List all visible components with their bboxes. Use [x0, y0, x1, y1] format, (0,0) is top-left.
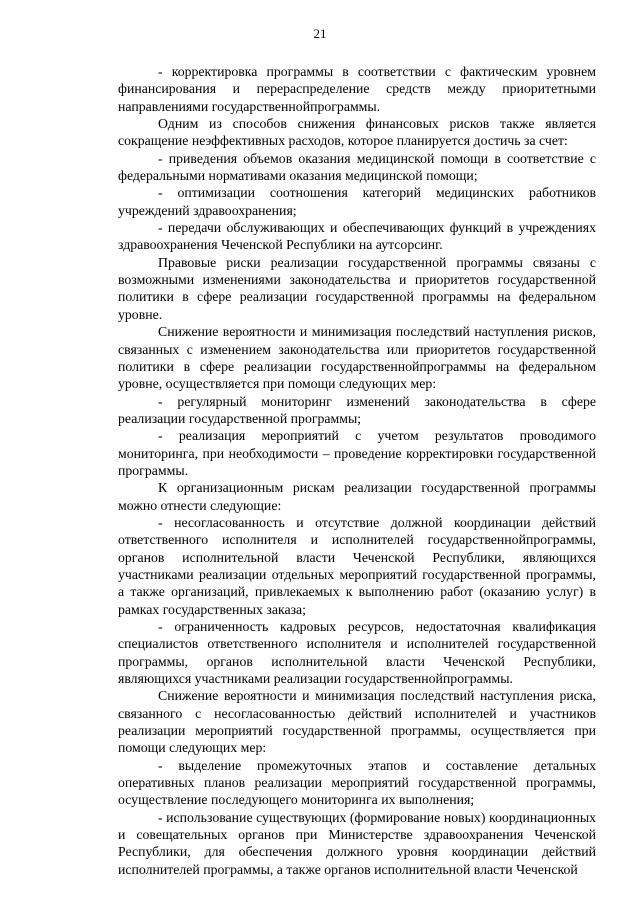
paragraph-outsourcing: - передачи обслуживающих и обеспечивающих функций в учреждениях здравоохранения Чеченской Республики на аутсорсинг.: [118, 220, 596, 253]
paragraph-limited-personnel: - ограниченность кадровых ресурсов, недостаточная квалификация специалистов ответственного исполнителя и исполнителей государственной программы, органов исполнительной власти Чеченской Республики, являющихся участниками реализации государственнойпрограммы.: [118, 619, 596, 687]
paragraph-legal-risks: Правовые риски реализации государственной программы связаны с возможными изменениями законодательства и приоритетов государственной политики в сфере реализации государственной программы на федеральном уровне.: [118, 254, 596, 322]
paragraph-monitoring-results: - реализация мероприятий с учетом результатов проводимого мониторинга, при необходимости – проведение корректировки государственной программы.: [118, 428, 596, 478]
paragraph-program-adjustment: - корректировка программы в соответствии с фактическим уровнем финансирования и перераспределение средств между приоритетными направлениями государственнойпрограммы.: [118, 64, 596, 114]
paragraph-legal-risk-mitigation: Снижение вероятности и минимизация последствий наступления рисков, связанных с изменением законодательства или приоритетов государственной политики в сфере реализации государственнойпрограммы на федеральном уровне, осуществляется при помощи следующих мер:: [118, 324, 596, 392]
paragraph-legislation-monitoring: - регулярный мониторинг изменений законодательства в сфере реализации государственной программы;: [118, 393, 596, 426]
document-body: [118, 63, 596, 878]
paragraph-coordination-bodies: - использование существующих (формирование новых) координационных и совещательных органов при Министерстве здравоохранения Чеченской Республики, для обеспечения должного уровня координации действий исполнителей программы, а также органов исполнительной власти Чеченской: [118, 809, 596, 877]
paragraph-intermediate-stages: - выделение промежуточных этапов и составление детальных оперативных планов реализации мероприятий государственной программы, осуществление последующего мониторинга их выполнения;: [118, 757, 596, 808]
page-number: 21: [313, 26, 327, 41]
paragraph-medical-care-volume: - приведения объемов оказания медицинской помощи в соответствие с федеральными нормативами оказания медицинской помощи;: [118, 150, 596, 184]
paragraph-coordination-risk-mitigation: Снижение вероятности и минимизация последствий наступления риска, связанного с несогласованностью действий исполнителей и участников реализации мероприятий государственной программы, осуществляется при помощи следующих мер:: [118, 688, 596, 756]
paragraph-lack-of-coordination: - несогласованность и отсутствие должной координации действий ответственного исполнителя и исполнителей государственнойпрограммы, органов исполнительной власти Чеченской Республики, являющихся участниками реализации отдельных мероприятий государственной программы, а также организаций, привлекаемых к выполнению работ (оказанию услуг) в рамках государственных заказа;: [118, 514, 596, 617]
paragraph-staff-optimization: - оптимизации соотношения категорий медицинских работников учреждений здравоохранения;: [118, 185, 596, 218]
paragraph-financial-risk-reduction: Одним из способов снижения финансовых рисков также является сокращение неэффективных расходов, которое планируется достичь за счет:: [118, 116, 596, 149]
paragraph-organizational-risks: К организационным рискам реализации государственной программы можно отнести следующие:: [118, 480, 596, 513]
